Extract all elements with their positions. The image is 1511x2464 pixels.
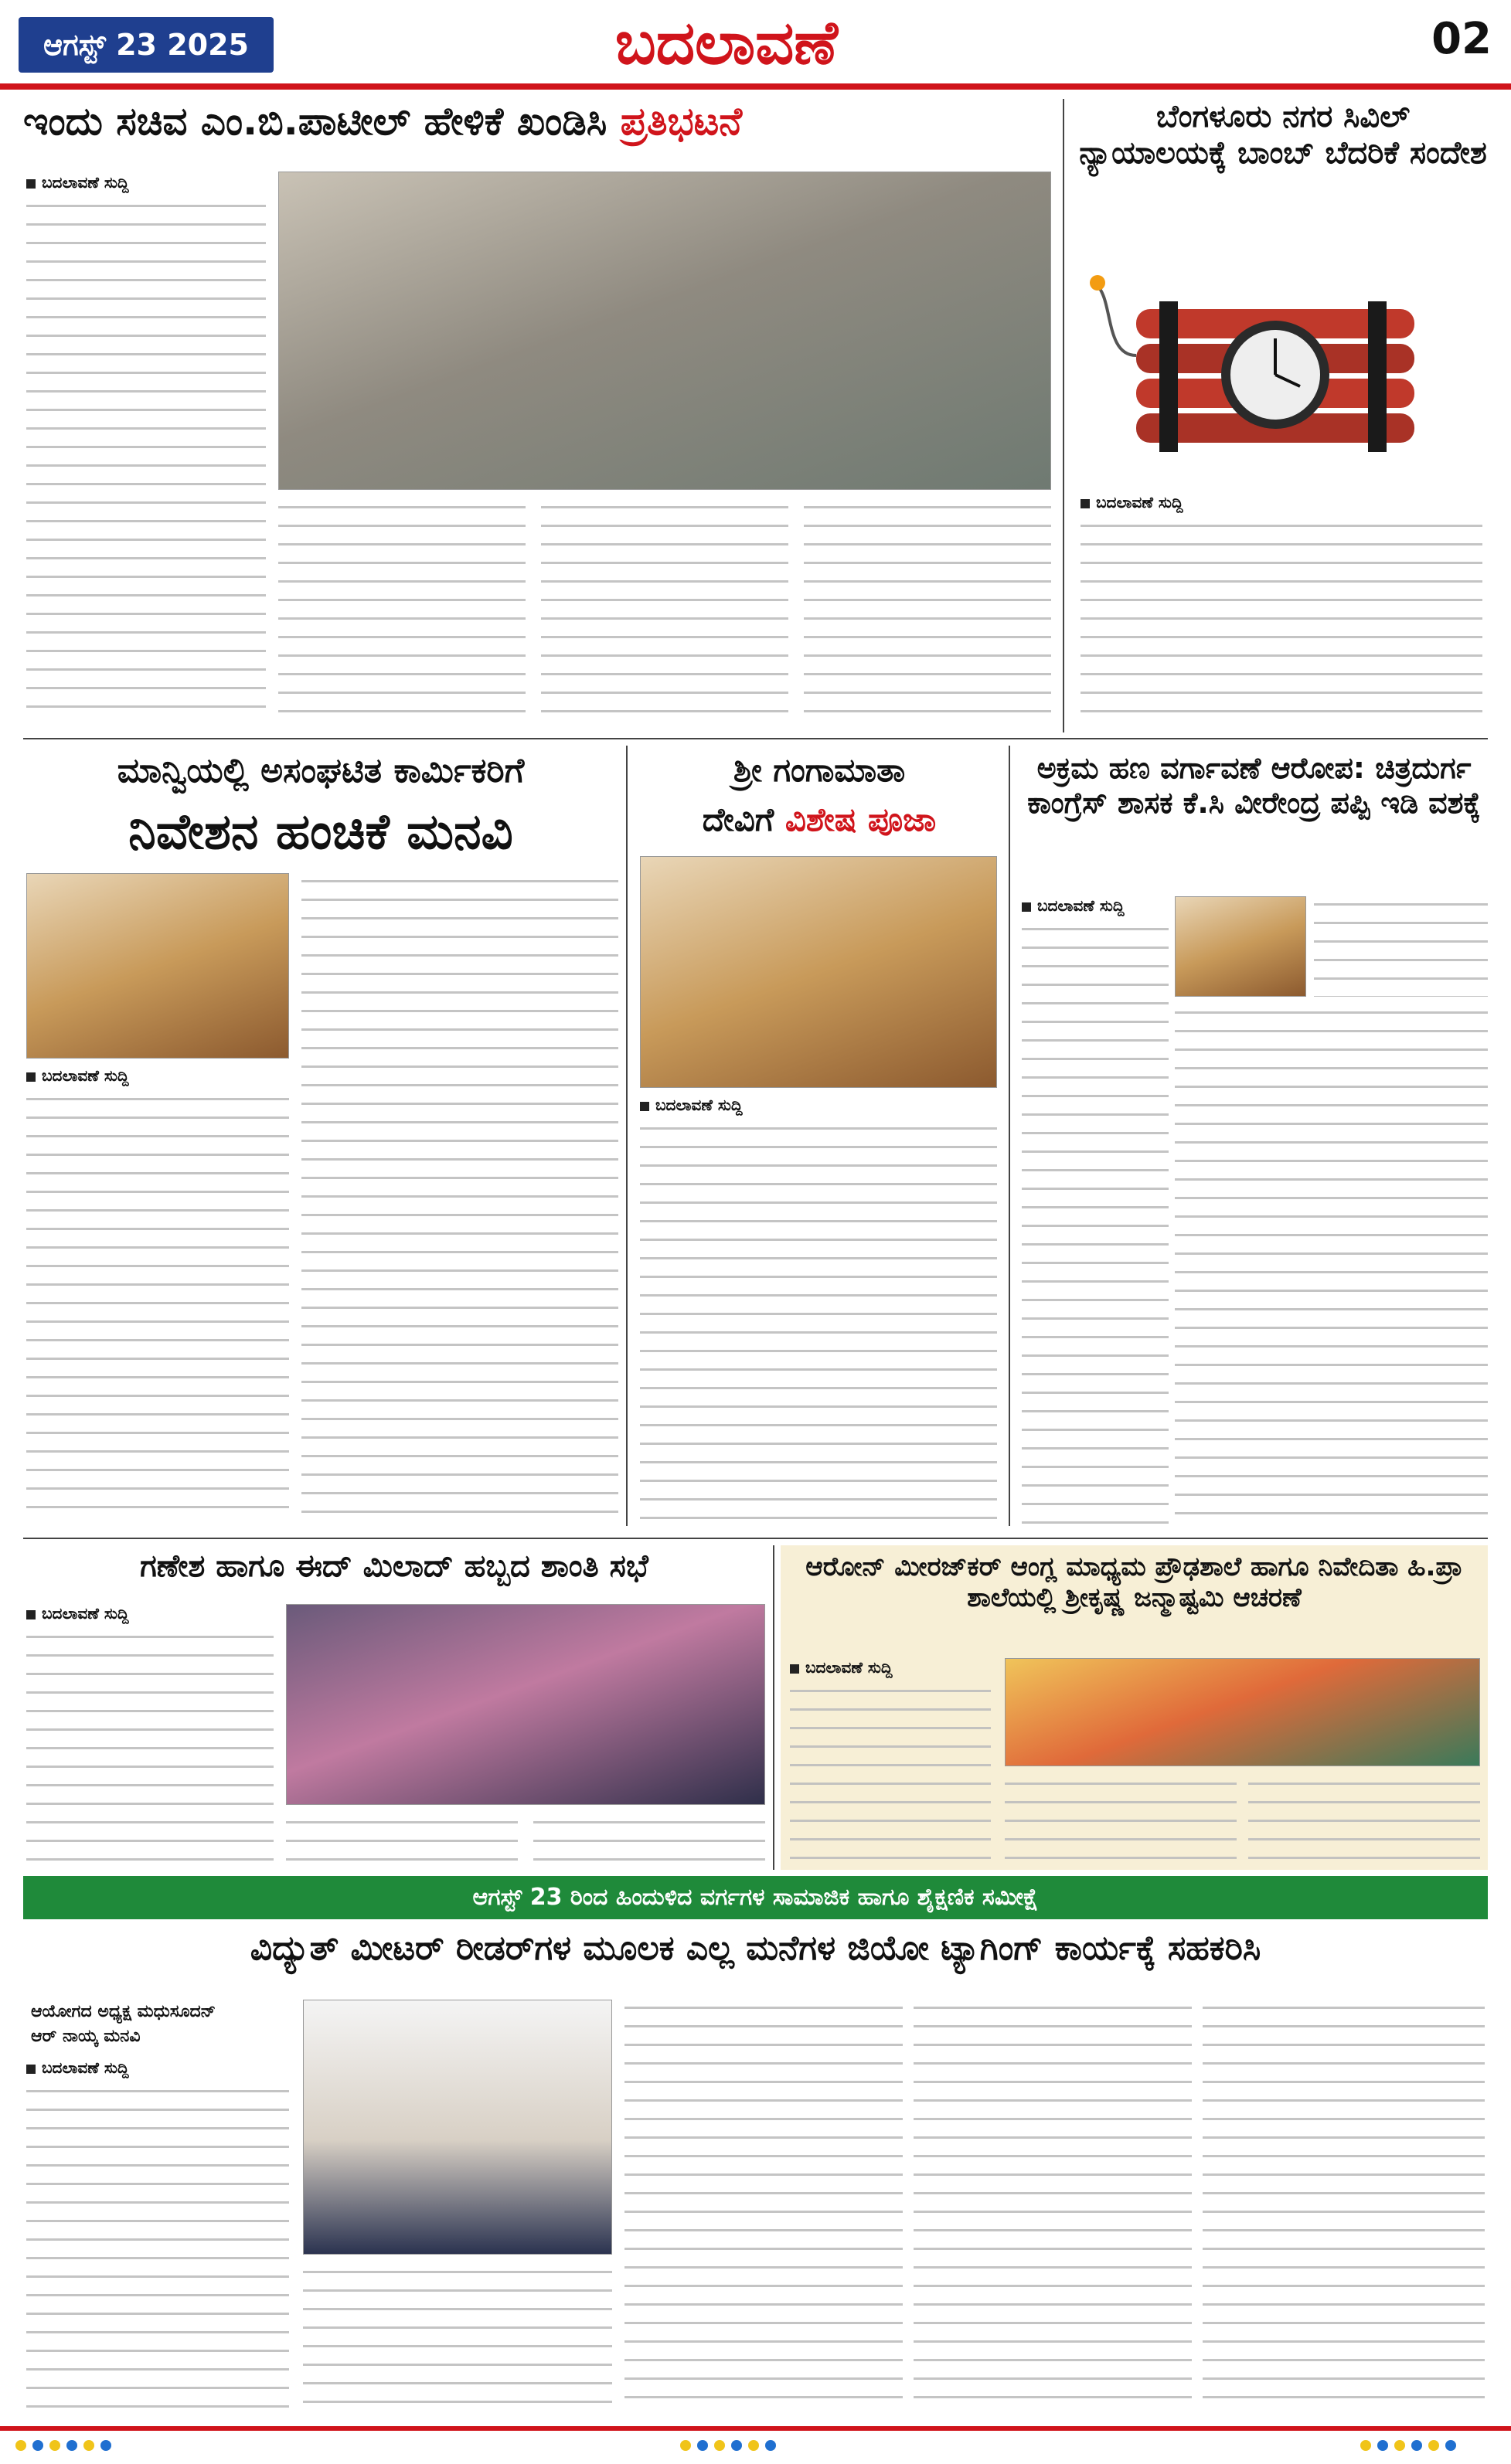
- article-janmashtami-body-col3: [1248, 1776, 1480, 1868]
- byline-text: ಬದಲಾವಣೆ ಸುದ್ದಿ: [42, 1604, 129, 1623]
- byline-text: ಬದಲಾವಣೆ ಸುದ್ದಿ: [42, 173, 129, 192]
- column-divider: [1009, 746, 1010, 1526]
- article-bomb-threat-headline: ಬೆಂಗಳೂರು ನಗರ ಸಿವಿಲ್ ನ್ಯಾಯಾಲಯಕ್ಕೆ ಬಾಂಬ್ ಬೆದರಿಕೆ ಸಂದೇಶ: [1079, 99, 1487, 172]
- commission-chairman-portrait-photo: [303, 2000, 612, 2255]
- headline-highlight: ಪ್ರತಿಭಟನೆ: [620, 99, 743, 144]
- article-janmashtami-byline: [790, 1658, 1037, 1680]
- headline-highlight: ವಿಶೇಷ ಪೂಜಾ: [784, 800, 937, 838]
- issue-date: ಆಗಸ್ಟ್ 23 2025: [19, 17, 274, 73]
- author-line-1: ಆಯೋಗದ ಅಧ್ಯಕ್ಷ ಮಧುಸೂದನ್: [31, 2002, 216, 2021]
- headline-text: ಇಂದು ಸಚಿವ ಎಂ.ಬಿ.ಪಾಟೀಲ್ ಹೇಳಿಕೆ ಖಂಡಿಸಿ: [23, 99, 621, 144]
- article-survey-body-col2: [303, 2264, 612, 2408]
- article-peace-meeting-body: [26, 1629, 274, 1868]
- article-housing-body: [26, 1091, 289, 1524]
- column-divider: [773, 1545, 774, 1870]
- footer-rule: [0, 2426, 1511, 2431]
- byline-text: ಬದಲಾವಣೆ ಸುದ್ದಿ: [42, 2058, 129, 2077]
- article-mb-patil-body-col2: [278, 499, 526, 723]
- masthead-rule: [0, 83, 1511, 90]
- article-bomb-threat-body: [1081, 518, 1482, 726]
- dot: [1428, 2440, 1439, 2451]
- dot: [100, 2440, 111, 2451]
- footer-dots-right: [1360, 2440, 1511, 2456]
- article-peace-meeting-body-col3: [533, 1814, 765, 1868]
- article-peace-meeting-body-col2: [286, 1814, 518, 1868]
- article-mb-patil-body-col4: [804, 499, 1051, 723]
- mla-portrait-photo: [1175, 896, 1306, 997]
- article-ed-custody-headline: ಅಕ್ರಮ ಹಣ ವರ್ಗಾವಣೆ ಆರೋಪ: ಚಿತ್ರದುರ್ಗ ಕಾಂಗ್ರೆಸ್ ಶಾಸಕ ಕೆ.ಸಿ ವೀರೇಂದ್ರ ಪಪ್ಪಿ ಇಡಿ ವಶಕ್ಕೆ: [1027, 751, 1481, 820]
- page-number: 02: [1431, 14, 1492, 64]
- dot: [83, 2440, 94, 2451]
- footer-dots-center: [680, 2440, 835, 2456]
- protest-meeting-photo: [278, 172, 1051, 490]
- dot: [1445, 2440, 1456, 2451]
- dot: [15, 2440, 26, 2451]
- newspaper-title: ಬದಲಾವಣೆ: [614, 8, 839, 78]
- dot: [748, 2440, 759, 2451]
- byline-marker-icon: [26, 1072, 36, 1082]
- article-mb-patil-byline: [26, 173, 274, 195]
- dot: [697, 2440, 708, 2451]
- dot: [1394, 2440, 1405, 2451]
- article-housing-byline: [26, 1066, 274, 1088]
- byline-marker-icon: [1081, 499, 1090, 508]
- article-gangamata-byline: [640, 1096, 887, 1117]
- byline-marker-icon: [790, 1664, 799, 1674]
- article-survey-body-col4: [914, 2000, 1192, 2408]
- row-divider: [23, 738, 1488, 739]
- workers-petition-photo: [26, 873, 289, 1059]
- article-janmashtami-headline: ಆರೋನ್ ಮೀರಜ್‌ಕರ್ ಆಂಗ್ಲ ಮಾಧ್ಯಮ ಪ್ರೌಢಶಾಲೆ ಹಾಗೂ ನಿವೇದಿತಾ ಹಿ.ಪ್ರಾ ಶಾಲೆಯಲ್ಲಿ ಶ್ರೀಕೃಷ್ಣ ಜನ್ಮಾಷ್ಟಮಿ ಆಚರಣೆ: [805, 1551, 1463, 1614]
- temple-pooja-photo: [640, 856, 997, 1088]
- byline-marker-icon: [26, 1610, 36, 1619]
- article-survey-author: [31, 2000, 286, 2049]
- article-survey-body: [26, 2083, 289, 2408]
- article-peace-meeting-headline: ಗಣೇಶ ಹಾಗೂ ಈದ್ ಮಿಲಾದ್ ಹಬ್ಬದ ಶಾಂತಿ ಸಭೆ: [140, 1548, 648, 1584]
- byline-text: ಬದಲಾವಣೆ ಸುದ್ದಿ: [42, 1066, 129, 1085]
- dot: [1360, 2440, 1371, 2451]
- row-divider: [23, 1538, 1488, 1539]
- footer-dots-left: [15, 2440, 170, 2456]
- byline-marker-icon: [1022, 902, 1031, 912]
- article-gangamata-headline-line1: ಶ್ರೀ ಗಂಗಾಮಾತಾ: [733, 751, 906, 789]
- byline-text: ಬದಲಾವಣೆ ಸುದ್ದಿ: [805, 1658, 893, 1677]
- article-mb-patil-body: [26, 198, 266, 723]
- dynamite-bomb-illustration: [1090, 255, 1476, 479]
- article-janmashtami-body: [790, 1683, 991, 1868]
- survey-kicker-band: ಆಗಸ್ಟ್ 23 ರಿಂದ ಹಿಂದುಳಿದ ವರ್ಗಗಳ ಸಾಮಾಜಿಕ ಹಾಗೂ ಶೈಕ್ಷಣಿಕ ಸಮೀಕ್ಷೆ: [23, 1876, 1488, 1919]
- article-bomb-threat-byline: [1081, 493, 1328, 515]
- article-housing-headline-large: ನಿವೇಶನ ಹಂಚಿಕೆ ಮನವಿ: [128, 804, 513, 861]
- dot: [1411, 2440, 1422, 2451]
- article-mb-patil-body-col3: [541, 499, 788, 723]
- author-line-2: ಆರ್ ನಾಯ್ಕ ಮನವಿ: [31, 2027, 141, 2046]
- headline-text: ದೇವಿಗೆ: [702, 800, 785, 838]
- peace-meeting-photo: [286, 1604, 765, 1805]
- children-krishna-costumes-photo: [1005, 1658, 1480, 1766]
- byline-text: ಬದಲಾವಣೆ ಸುದ್ದಿ: [1037, 896, 1125, 915]
- dot: [765, 2440, 776, 2451]
- byline-marker-icon: [640, 1102, 649, 1111]
- article-housing-body-col2: [301, 873, 618, 1522]
- article-housing-headline-small: ಮಾನ್ವಿಯಲ್ಲಿ ಅಸಂಘಟಿತ ಕಾರ್ಮಿಕರಿಗೆ: [117, 751, 525, 790]
- article-ed-custody-body-col2: [1314, 896, 1488, 997]
- column-divider: [1063, 99, 1064, 732]
- article-survey-body-col5: [1203, 2000, 1485, 2408]
- dot: [66, 2440, 77, 2451]
- article-gangamata-body: [640, 1120, 997, 1522]
- article-ed-custody-byline: [1022, 896, 1192, 918]
- dot: [714, 2440, 725, 2451]
- article-mb-patil-headline: [23, 99, 1051, 161]
- article-janmashtami-body-col2: [1005, 1776, 1237, 1868]
- article-gangamata-headline-line2: [638, 800, 1001, 847]
- article-peace-meeting-byline: [26, 1604, 274, 1626]
- article-survey-body-col3: [624, 2000, 903, 2408]
- article-ed-custody-body: [1022, 921, 1169, 1524]
- dot: [680, 2440, 691, 2451]
- byline-text: ಬದಲಾವಣೆ ಸುದ್ದಿ: [655, 1096, 743, 1114]
- column-divider: [626, 746, 628, 1526]
- article-ed-custody-body-col3: [1175, 1004, 1488, 1522]
- dot: [731, 2440, 742, 2451]
- byline-marker-icon: [26, 179, 36, 189]
- dot: [32, 2440, 43, 2451]
- dot: [1377, 2440, 1388, 2451]
- byline-marker-icon: [26, 2065, 36, 2074]
- article-survey-byline: [26, 2058, 274, 2080]
- byline-text: ಬದಲಾವಣೆ ಸುದ್ದಿ: [1096, 493, 1183, 511]
- dot: [49, 2440, 60, 2451]
- article-survey-headline: ವಿದ್ಯುತ್ ಮೀಟರ್ ರೀಡರ್‌ಗಳ ಮೂಲಕ ಎಲ್ಲ ಮನೆಗಳ ಜಿಯೋ ಟ್ಯಾಗಿಂಗ್ ಕಾರ್ಯಕ್ಕೆ ಸಹಕರಿಸಿ: [250, 1929, 1261, 1968]
